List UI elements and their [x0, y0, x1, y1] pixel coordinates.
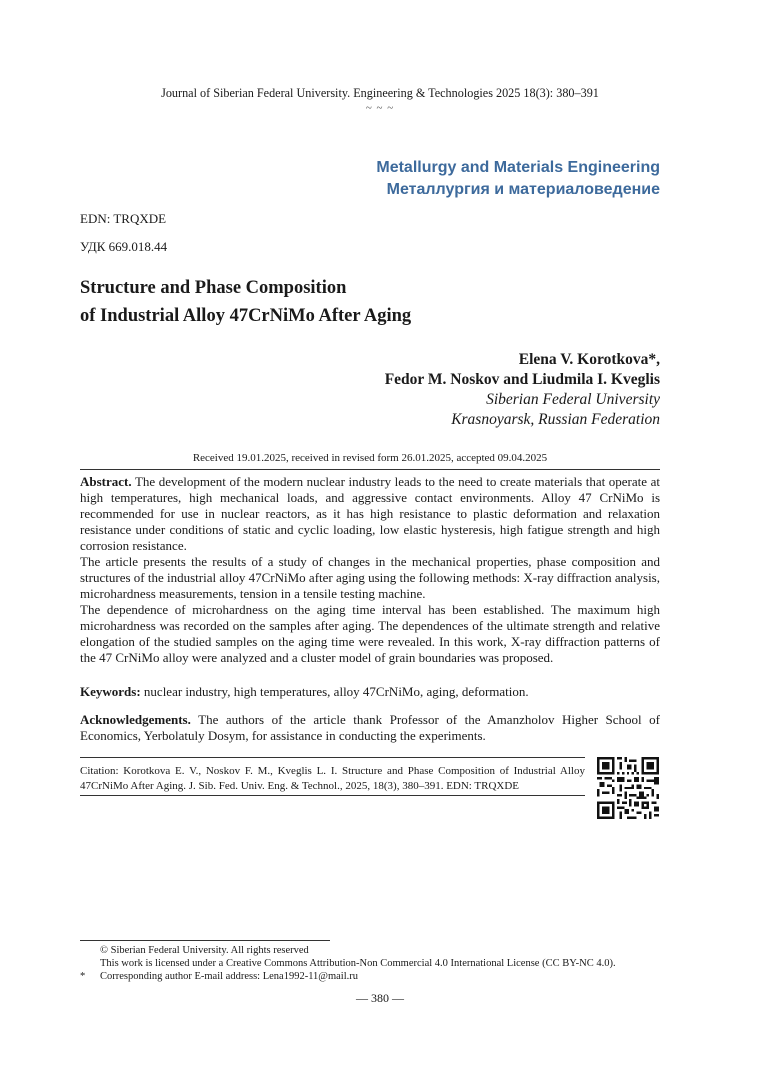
abstract-paragraph-3: The dependence of microhardness on the aging time interval has been established. The maximum high microhardness was recorded on the samples after aging. The dependences of the ultimate strength and relative elongation of the studied samples on the aging time were revealed. In this work, X-ray diffraction patterns of the 47 CrNiMo alloy were analyzed and a cluster model of grain boundaries was proposed. — [80, 602, 660, 665]
abstract — [80, 474, 660, 666]
received-dates: Received 19.01.2025, received in revised form 26.01.2025, accepted 09.04.2025 — [192, 452, 548, 464]
acknowledgements-label: Acknowledgements. — [80, 712, 191, 727]
footnote-divider — [80, 940, 330, 941]
title-line-2: of Industrial Alloy 47CrNiMo After Aging — [80, 306, 412, 326]
keywords-text: nuclear industry, high temperatures, alloy 47CrNiMo, aging, deformation. — [140, 684, 529, 699]
article-title — [80, 274, 411, 330]
authors-line-1: Elena V. Korotkova*, — [518, 351, 660, 368]
qr-code-icon[interactable] — [597, 757, 659, 819]
authors — [385, 350, 660, 390]
citation: Citation: Korotkova E. V., Noskov F. M., Kveglis L. I. Structure and Phase Composition of Industrial Alloy 47CrNiMo After Aging. J. Sib. Fed. Univ. Eng. & Technol., 2025, 18(3), 380–391. EDN: TRQXDE — [80, 765, 585, 792]
title-line-1: Structure and Phase Composition — [80, 278, 347, 298]
udk-code: УДК 669.018.44 — [80, 239, 168, 254]
affiliation — [451, 390, 660, 430]
edn-code: EDN: TRQXDE — [80, 211, 167, 226]
authors-line-2: Fedor M. Noskov and Liudmila I. Kveglis — [384, 371, 660, 388]
abstract-text-1: The development of the modern nuclear industry leads to the need to create materials that operate at high temperatures, high mechanical loads, and aggressive contact environments. Alloy 47 CrNiMo is recommended for use in nuclear reactors, as it has high resistance to plastic deformation and relaxation resistance under conditions of static and cyclic loading, low elastic hysteresis, high fatigue strength and high corrosion resistance. — [80, 474, 660, 553]
section-title-ru: Металлургия и материаловедение — [386, 181, 660, 198]
affiliation-city: Krasnoyarsk, Russian Federation — [451, 411, 660, 428]
page-number: — 380 — — [356, 991, 404, 1005]
abstract-label: Abstract. — [80, 474, 132, 489]
divider — [80, 757, 585, 758]
acknowledgements-text: The authors of the article thank Professor of the Amanzholov Higher School of Economics, Yerbolatuly Dosym, for assistance in conducting the experiments. — [80, 712, 660, 743]
keywords-label: Keywords: — [80, 684, 141, 699]
keywords — [80, 684, 660, 700]
section-title-en: Metallurgy and Materials Engineering — [376, 159, 660, 176]
header-separator: ~ ~ ~ — [365, 102, 395, 114]
footnote-license: This work is licensed under a Creative Commons Attribution-Non Commercial 4.0 International License (CC BY-NC 4.0). — [100, 958, 616, 969]
acknowledgements — [80, 712, 660, 744]
footnote-copyright: © Siberian Federal University. All rights reserved — [100, 945, 309, 956]
footnote-corresponding-text[interactable]: Corresponding author E-mail address: Lena1992-11@mail.ru — [100, 971, 359, 982]
abstract-paragraph-2: The article presents the results of a study of changes in the mechanical properties, phase composition and structures of the industrial alloy 47CrNiMo after aging using the following methods: X-ray diffraction analysis, microhardness measurements, tension in a tensile testing machine. — [80, 554, 660, 601]
journal-header: Journal of Siberian Federal University. Engineering & Technologies 2025 18(3): 380–391 — [161, 86, 599, 100]
divider — [80, 795, 585, 796]
affiliation-university: Siberian Federal University — [486, 391, 660, 408]
abstract-paragraph-1 — [80, 474, 660, 554]
footnote-star: * — [80, 971, 86, 982]
divider — [80, 469, 660, 470]
footnote-corresponding — [80, 970, 358, 983]
